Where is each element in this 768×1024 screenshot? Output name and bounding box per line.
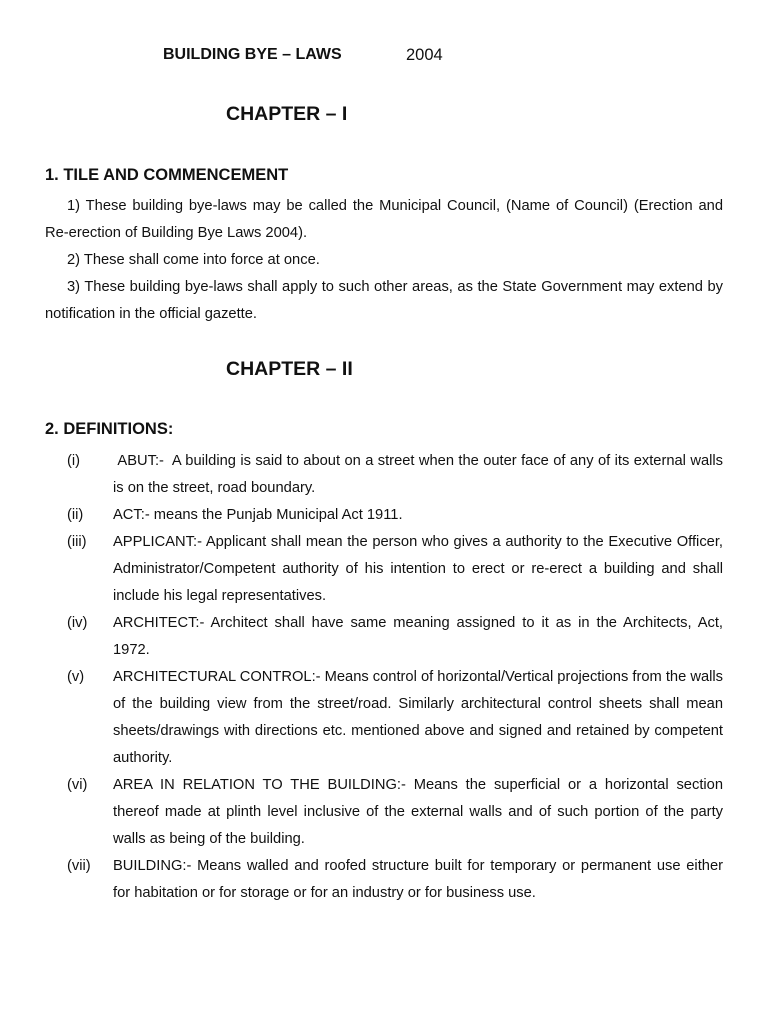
definition-text: ABUT:- A building is said to about on a street when the outer face of any of its external walls is on the street, road boundary. bbox=[113, 453, 728, 496]
definition-item bbox=[0, 502, 768, 529]
section-2-heading: 2. DEFINITIONS: bbox=[45, 420, 174, 438]
definition-text: APPLICANT:- Applicant shall mean the person who gives a authority to the Executive Officer, Administrator/Competent authority of his intention to erect or re-erect a building and shall include his legal representatives. bbox=[113, 534, 723, 604]
definition-item bbox=[0, 772, 768, 853]
definition-item bbox=[0, 448, 768, 502]
paragraph-1: 1) These building bye-laws may be called the Municipal Council, (Name of Council) (Erection and Re-erection of Building Bye Laws 2004). bbox=[45, 198, 723, 241]
definition-number: (vii) bbox=[67, 858, 91, 874]
definition-item bbox=[0, 664, 768, 772]
chapter-2-heading: CHAPTER – II bbox=[226, 358, 353, 380]
section-1-heading: 1. TILE AND COMMENCEMENT bbox=[45, 166, 289, 184]
definition-item bbox=[0, 529, 768, 610]
chapter-1-heading: CHAPTER – I bbox=[226, 103, 348, 125]
definition-number: (iv) bbox=[67, 615, 88, 631]
definition-text: ARCHITECTURAL CONTROL:- Means control of horizontal/Vertical projections from the walls of the building view from the street/road. Similarly architectural control sheets shall mean sheets/drawings with directions etc. mentioned above and signed and retained by competent authority. bbox=[113, 669, 723, 766]
definition-item bbox=[0, 610, 768, 664]
definition-number: (iii) bbox=[67, 534, 87, 550]
paragraph-3: 3) These building bye-laws shall apply to such other areas, as the State Government may extend by notification in the official gazette. bbox=[45, 279, 723, 322]
definitions-list bbox=[0, 448, 768, 907]
definition-number: (i) bbox=[67, 453, 81, 469]
definition-text: ACT:- means the Punjab Municipal Act 1911. bbox=[113, 507, 403, 523]
definition-number: (ii) bbox=[67, 507, 84, 523]
paragraph-2: 2) These shall come into force at once. bbox=[67, 252, 320, 268]
document-title: BUILDING BYE – LAWS bbox=[163, 46, 342, 63]
document-year: 2004 bbox=[406, 46, 443, 64]
definition-text: AREA IN RELATION TO THE BUILDING:- Means the superficial or a horizontal section thereof made at plinth level inclusive of the external walls and of such portion of the party walls as being of the building. bbox=[113, 777, 723, 847]
definition-number: (vi) bbox=[67, 777, 88, 793]
definition-item bbox=[0, 853, 768, 907]
definition-text: BUILDING:- Means walled and roofed structure built for temporary or permanent use either for habitation or for storage or for an industry or for business use. bbox=[113, 858, 723, 901]
definition-number: (v) bbox=[67, 669, 85, 685]
definition-text: ARCHITECT:- Architect shall have same meaning assigned to it as in the Architects, Act, 1972. bbox=[113, 615, 723, 658]
